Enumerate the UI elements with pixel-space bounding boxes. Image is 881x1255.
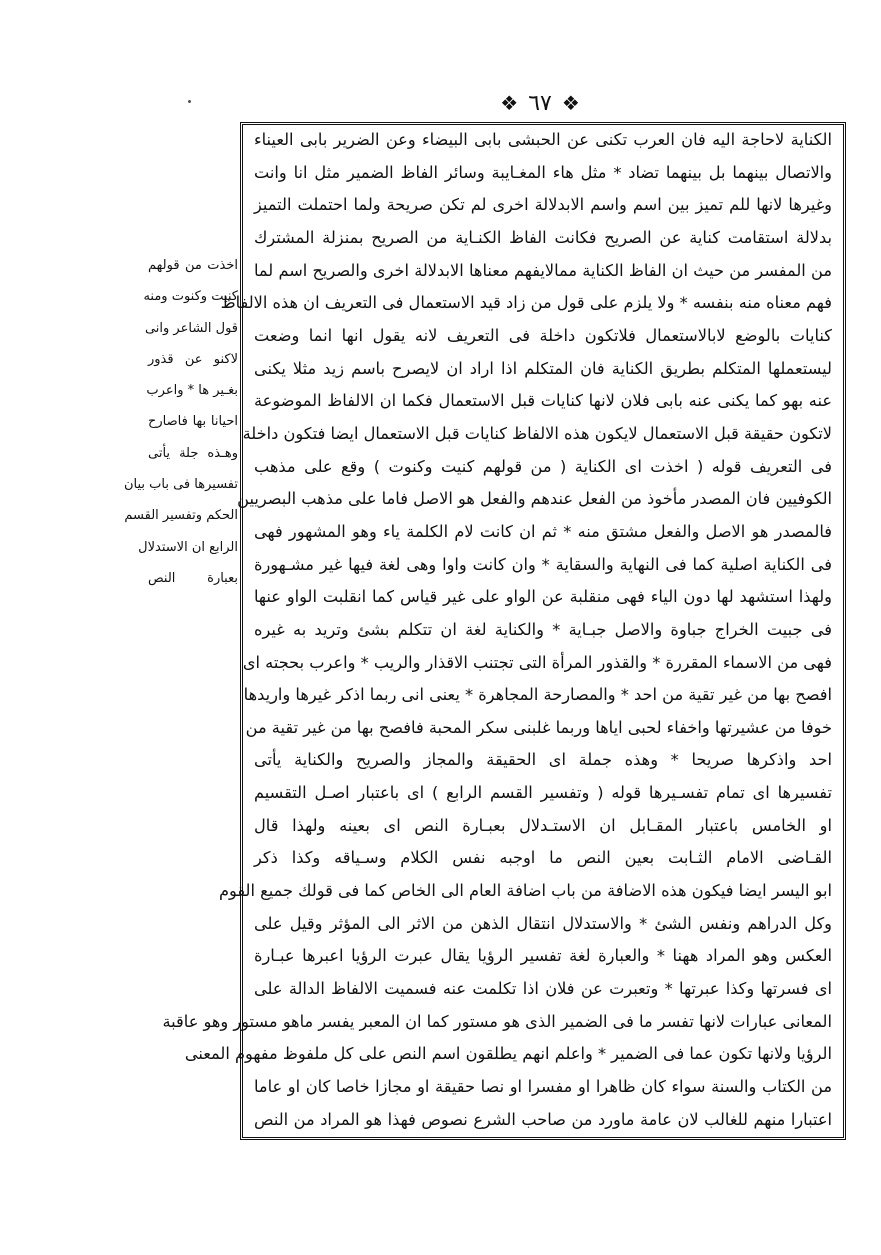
text-line: ولهذا استشهد لها دون الياء فهى منقلبة عن الواو على غير قياس كما انقلبت الواو عنها <box>254 587 832 607</box>
text-line: من المفسر من حيث ان الفاظ الكناية ممالايفهم معناها الابدلالة اخرى والصريح اسم لما <box>254 260 832 280</box>
page-header <box>480 88 600 118</box>
text-line: المعانى عبارات لانها تفسر ما فى الضمير الذى هو مستور كما ان المعبر يفسر ماهو مستور وهو عاقبة <box>162 1011 832 1031</box>
margin-note-line: احيانا بها فاصارح <box>148 414 238 430</box>
margin-note-line: تفسيرها فى باب بيان <box>123 477 238 493</box>
page-number: ٦٧ <box>528 90 552 116</box>
text-line: اى فسرتها وكذا عبرتها * وتعبرت عن فلان اذا تكلمت عنه فسميت الالفاظ الدالة على <box>254 979 832 999</box>
text-line: فى التعريف قوله ( اخذت اى الكناية ( من قولهم كنيت وكنوت ) وقع على مذهب <box>254 456 832 476</box>
text-line: تفسيرها اى تمام تفسـيرها قوله ( وتفسير القسم الرابع ) اى باعتبار اصـل التقسيم <box>254 783 832 803</box>
margin-note-line: الرابع ان الاستدلال <box>138 539 238 555</box>
text-line: فهى من الاسماء المقررة * والقذور المرأة التى تجتنب الاقذار والريب * واعرب بحجته اى <box>242 652 832 672</box>
text-line: ليستعملها المتكلم بطريق الكناية فان المتكلم اذا اراد ان لايصرح باسم زيد مثلا يكنى <box>254 358 832 378</box>
ornament-right-icon: ❖ <box>561 91 580 115</box>
text-line: الكوفيين فان المصدر مأخوذ من الفعل عندهم والفعل هو الاصل فاما على مذهب البصريين <box>237 489 832 509</box>
text-line: لاتكون حقيقة قبل الاستعمال لايكون هذه الالفاظ كنايات قبل الاستعمال ايضا فتكون داخلة <box>242 423 832 443</box>
text-line: وغيرها لانها للم تميز بين اسم واسم الابدلالة اخرى لم تكن صريحة ولما احتملت التميز <box>254 195 832 215</box>
margin-note-line: بغـير ها * واعرب <box>146 383 238 399</box>
margin-note-line: كنيت وكنوت ومنه <box>143 289 238 305</box>
ornament-left-icon: ❖ <box>500 91 519 115</box>
margin-note-line: وهـذه جلة يأتى <box>148 445 238 461</box>
margin-note-line: لاكنو عن قذور <box>148 351 238 367</box>
text-line: عنه بهو كما يكنى عنه بابى فلان لانها كنايات قبل الاستعمال فكما ان الالفاظ الموضوعة <box>254 391 832 411</box>
margin-note-line: اخذت من قولهم <box>148 258 238 273</box>
text-line: خوفا من عشيرتها واخفاء لحبى اياها وربما غلبنى سكر المحبة فافصح بها من غير تقية من <box>245 717 832 737</box>
text-line: العكس وهو المراد ههنا * والعبارة لغة تفسير الرؤيا يقال عبرت الرؤيا اعبرها عبـارة <box>254 946 832 966</box>
scan-speck <box>188 100 191 103</box>
margin-note-line: قول الشاعر وانى <box>144 320 238 336</box>
text-line: كنايات بالوضع لابالاستعمال فلاتكون داخلة فى التعريف لانه يقول انها انما وضعت <box>254 325 832 345</box>
text-line: فهم معناه منه بنفسه * ولا يلزم على قول من زاد قيد الاستعمال فى التعريف ان هذه الالفاظ <box>220 293 832 313</box>
text-line: من الكتاب والسنة سواء كان ظاهرا او مفسرا او نصا حقيقة او مجازا خاصا كان او عاما <box>254 1077 832 1097</box>
margin-note-line: بعبارة النص <box>148 570 238 586</box>
margin-note <box>123 250 238 594</box>
text-line: او الخامس باعتبار المقـابل ان الاستـدلال بعبـارة النص اى بعينه ولهذا قال <box>254 815 832 835</box>
text-line: ابو اليسر ايضا فيكون هذه الاضافة من باب اضافة العام الى الخاص كما فى قولك جميع القوم <box>218 881 832 901</box>
text-line: اعتبارا منهم للغالب لان عامة ماورد من صاحب الشرع نصوص فهذا هو المراد من النص <box>254 1109 832 1129</box>
text-line: فى جبيت الخراج جباوة والاصل جبـاية * والكناية لغة ان تتكلم بشئ وتريد به غيره <box>254 619 832 639</box>
text-line: والاتصال بينهما بل بينهما تضاد * مثل هاء المغـايبة وسائر الفاظ الضمير مثل انا وانت <box>254 162 832 182</box>
margin-note-line: الحكم وتفسير القسم <box>124 508 238 524</box>
text-line: احد واذكرها صريحا * وهذه جملة اى الحقيقة والمجاز والصريح والكناية يأتى <box>254 750 832 770</box>
text-line: القـاضى الامام الثـابت بعين النص ما اوجبه نفس الكلام وسـياقه وكذا ذكر <box>254 848 832 868</box>
text-line: وكل الدراهم ونفس الشئ * والاستدلال انتقال الذهن من الاثر الى المؤثر وقيل على <box>254 913 832 933</box>
text-line: بدلالة استقامت كناية عن الصريح فكانت الفاظ الكنـاية من الصريح بمنزلة المشترك <box>254 227 832 247</box>
text-line: فى الكناية اصلية كما فى النهاية والسقاية * وان كانت واوا وهى لغة فيها غير مشـهورة <box>254 554 832 574</box>
text-line: افصح بها من غير تقية من احد * والمصارحة المجاهرة * يعنى انى ربما اذكر غيرها واريدها <box>243 685 832 705</box>
text-line: الرؤيا ولانها تكون عما فى الضمير * واعلم انهم يطلقون اسم النص على كل ملفوظ مفهوم المعنى <box>184 1044 832 1064</box>
text-line: فالمصدر هو الاصل والفعل مشتق منه * ثم ان كانت لام الكلمة ياء وهو المشهور فهى <box>254 521 832 541</box>
text-line: الكناية لاحاجة اليه فان العرب تكنى عن الحبشى بابى البيضاء وعن الضرير بابى العيناء <box>254 130 832 149</box>
